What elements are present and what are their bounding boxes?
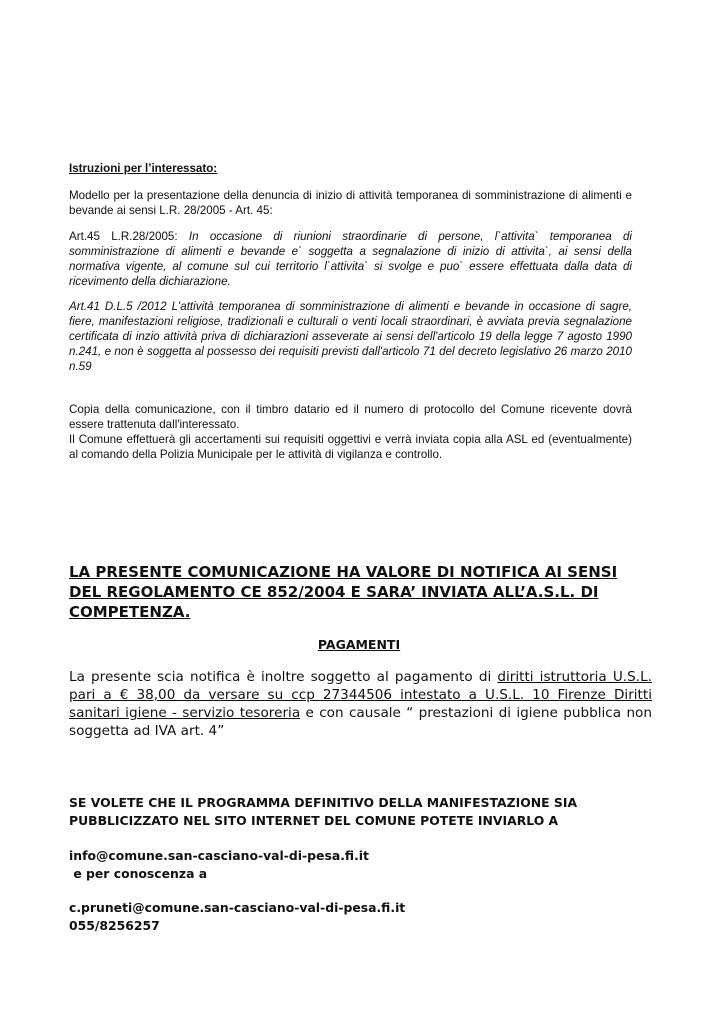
- payments-heading: PAGAMENTI: [317, 637, 401, 652]
- copy-text: Copia della comunicazione, con il timbro datario ed il numero di protocollo del Comune ricevente dovrà essere trattenuta dall'interessato.: [69, 403, 632, 431]
- cc-contact: [69, 899, 649, 935]
- payments-fee-details: diritti istruttoria U.S.L. pari a € 38,00 da versare su ccp 27344506 intestato a U.S.L. 10 Firenze Diritti sanitari igiene - servizio tesoreria: [69, 669, 652, 721]
- instructions-title: Istruzioni per l’interessato:: [69, 162, 218, 175]
- copy-paragraph: [69, 402, 632, 462]
- primary-contact: [69, 847, 649, 883]
- cc-label: e per conoscenza a: [69, 866, 208, 881]
- art45-paragraph: [69, 229, 632, 289]
- payments-text-before: La presente scia notifica è inoltre soggetto al pagamento di: [69, 669, 498, 685]
- art45-text: In occasione di riunioni straordinarie di persone, l`attivita` temporanea di somministrazione di alimenti e bevande e` soggetta a segnalazione di inizio di attivita`, ai sensi della normativa vigente, al comune sul cui territorio l`attivita` si svolge e puo` essere effettuata dalla data di ricevimento della dichiarazione.: [69, 230, 632, 288]
- payments-text-after: e con causale “ prestazioni di igiene pubblica non soggetta ad IVA art. 4”: [69, 705, 652, 739]
- model-paragraph: Modello per la presentazione della denuncia di inizio di attività temporanea di somministrazione di alimenti e bevande ai sensi L.R. 28/2005 - Art. 45:: [69, 189, 632, 217]
- notification-notice: LA PRESENTE COMUNICAZIONE HA VALORE DI NOTIFICA AI SENSI DEL REGOLAMENTO CE 852/2004 E SARA’ INVIATA ALL’A.S.L. DI COMPETENZA.: [69, 563, 618, 621]
- phone-number: 055/8256257: [69, 918, 160, 933]
- cc-email: c.pruneti@comune.san-casciano-val-di-pesa.fi.it: [69, 900, 406, 915]
- program-notice: SE VOLETE CHE IL PROGRAMMA DEFINITIVO DELLA MANIFESTAZIONE SIA PUBBLICIZZATO NEL SITO INTERNET DEL COMUNE POTETE INVIARLO A: [69, 795, 578, 828]
- art41-paragraph: Art.41 D.L.5 /2012 L'attività temporanea di somministrazione di alimenti e bevande in occasione di sagre, fiere, manifestazioni religiose, tradizionali e culturali o venti locali straordinari, è avviata previa segnalazione certificata di inzio attività priva di dichiarazioni asseverate ai sensi dell'articolo 19 della legge 7 agosto 1990 n.241, e non è soggetta al possesso dei requisiti previsti dall'articolo 71 del decreto legislativo 26 marzo 2010 n.59: [69, 300, 632, 373]
- primary-email: info@comune.san-casciano-val-di-pesa.fi.it: [69, 848, 369, 863]
- checks-text: Il Comune effettuerà gli accertamenti sui requisiti oggettivi e verrà inviata copia alla ASL ed (eventualmente) al comando della Polizia Municipale per le attività di vigilanza e controllo.: [69, 433, 632, 461]
- payments-paragraph: [69, 668, 652, 740]
- art45-reference: Art.45 L.R.28/2005:: [69, 230, 178, 243]
